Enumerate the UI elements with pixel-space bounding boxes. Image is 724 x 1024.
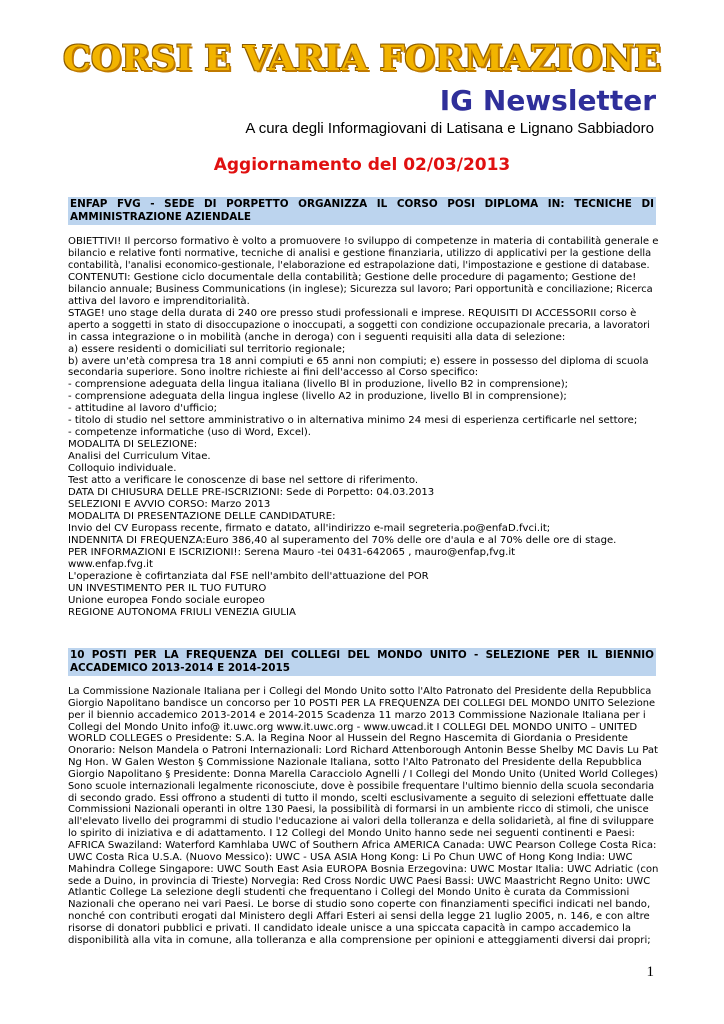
text-line: UN INVESTIMENTO PER IL TUO FUTURO bbox=[68, 582, 267, 594]
text-line: INDENNITÀ DI FREQUENZA:Euro 386,40 al superamento del 70% delle ore d'aula e al 70% delle ore di stage. bbox=[68, 534, 617, 546]
text-line: UWC Costa Rica U.S.A. (Nuovo Messico): UWC - USA ASIA Hong Kong: Li Po Chun UWC of Hong Kong India: UWC bbox=[68, 851, 633, 863]
text-line: La Commissione Nazionale Italiana per i Collegi del Mondo Unito sotto l'Alto Patronato del Presidente della Repubblica bbox=[68, 686, 652, 697]
banner-title: CORSI E VARIA FORMAZIONE bbox=[63, 38, 661, 79]
update-date: Aggiornamento del 02/03/2013 bbox=[213, 155, 511, 175]
text-line: Unione europea Fondo sociale europeo bbox=[68, 594, 265, 606]
text-line: - competenze informatiche (uso di Word, Excel). bbox=[68, 427, 311, 439]
text-line: Atlantic College La selezione degli studenti che frequentano i Collegi del Mondo Unito è curata da Commissioni bbox=[68, 887, 630, 899]
text-line: Invio del CV Europass recente, firmato e datato, all'indirizzo e-mail segreteria.po@enfaD.fvci.it; bbox=[68, 522, 551, 534]
text-line: L'operazione è cofirtanziata dal FSE nell'ambito dell'attuazione del POR bbox=[68, 570, 429, 582]
text-line: all'elevato livello dei programmi di studio l'educazione ai valori della tolleranza e della solidarietà, al fine di sviluppare bbox=[68, 816, 654, 828]
text-line: www.enfap.fvg.it bbox=[68, 558, 153, 570]
text-line: Sono scuole internazionali legalmente riconosciute, dove è possibile frequentare l'ultimo biennio della scuola secondaria bbox=[68, 780, 655, 792]
text-line: secondaria superiore. Sono inoltre richieste ai fini dell'accesso al Corso specifico: bbox=[68, 367, 479, 379]
text-line: CONTENUTI: Gestione ciclo documentale della contabilità; Gestione delle procedure di pagamento; Gestione de! bbox=[68, 271, 637, 283]
text-line: risorse di donatori pubblici e privati. Il candidato ideale unisce a una spiccata capacità in campo accademico la bbox=[68, 922, 632, 934]
text-line: attiva del lavoro e imprenditorialità. bbox=[68, 295, 250, 307]
text-line: per il biennio accademico 2013-2014 e 2014-2015 Scadenza 11 marzo 2013 Commissione Nazionale Italiana per i bbox=[68, 709, 646, 721]
text-line: bilancio annuale; Business Communications (in inglese); Sicurezza sul lavoro; Pari opportunità e conciliazione; Ricerca bbox=[68, 283, 653, 295]
section-2-body bbox=[68, 686, 658, 947]
text-line: AFRICA Swaziland: Waterford Kamhlaba UWC of Southern Africa AMERICA Canada: UWC Pearson College Costa Rica: bbox=[68, 839, 657, 851]
text-line: SELEZIONI E AVVIO CORSO: Marzo 2013 bbox=[68, 498, 271, 510]
text-line: in cassa integrazione o in mobilità (anche in deroga) con i seguenti requisiti alla data di selezione: bbox=[68, 331, 566, 343]
text-line: PER INFORMAZIONI E ISCRIZIONI!: Serena Mauro -tei 0431-642065 , mauro@enfap,fvg.it bbox=[68, 546, 516, 558]
text-line: Analisi del Curriculum Vitae. bbox=[68, 451, 211, 463]
text-line: OBIETTIVI! Il percorso formativo è volto a promuovere !o sviluppo di competenze in materia di contabilità generale e bbox=[68, 236, 658, 247]
text-line: Ng Hon. W Galen Weston § Commissione Nazionale Italiana, sotto l'Alto Patronato del Presidente della Repubblica bbox=[68, 757, 642, 769]
text-line: Collegi del Mondo Unito info@ it.uwc.org www.it.uwc.org - www.uwcad.it I COLLEGI DEL MONDO UNITO – UNITED bbox=[68, 721, 638, 733]
text-line: lo spirito di iniziativa e di adattamento. I 12 Collegi del Mondo Unito hanno sede nei seguenti continenti e Paesi: bbox=[68, 828, 635, 840]
text-line: - titolo di studio nel settore amministrativo o in alternativa minimo 24 mesi di esperienza certificarle nel settore; bbox=[68, 415, 638, 427]
text-line: DATA DI CHIUSURA DELLE PRE-ISCRIZIONI: Sede di Porpetto: 04.03.2013 bbox=[68, 487, 435, 499]
text-line: a) essere residenti o domiciliati sul territorio regionale; bbox=[68, 343, 346, 355]
text-line: sede a Duino, in provincia di Trieste) Norvegia: Red Cross Nordic UWC Paesi Bassi: UWC Maastricht Regno Unito: UWC bbox=[68, 875, 651, 887]
text-line: - attitudine al lavoro d'ufficio; bbox=[68, 403, 218, 415]
text-line: Onorario: Nelson Mandela o Patroni Internazionali: Lord Richard Attenborough Antonin Besse Shelby MC Davis Lu Pat bbox=[68, 745, 658, 757]
text-line: bilancio e relative fonti normative, tecniche di analisi e gestione finanziaria, utilizzo di applicativi per la gestione della bbox=[68, 247, 652, 259]
newsletter-title: IG Newsletter bbox=[439, 84, 656, 117]
text-line: Mahindra College Singapore: UWC South East Asia EUROPA Bosnia Erzegovina: UWC Mostar Italia: UWC Adriatic (con bbox=[68, 863, 658, 875]
text-line: MODALITÀ DI SELEZIONE: bbox=[68, 439, 198, 451]
section-1-body bbox=[68, 236, 658, 619]
text-line: STAGE! uno stage della durata di 240 ore presso studi professionali e imprese. REQUISITI DI ACCESSORII corso è bbox=[68, 307, 637, 319]
text-line: REGIONE AUTONOMA FRIULI VENEZIA GIULIA bbox=[68, 606, 296, 618]
text-line: contabilità, l'analisi economico-gestionale, l'elaborazione ed estrapolazione dati, l'impostazione e gestione di database. bbox=[68, 259, 650, 271]
text-line: Commissioni Nazionali operanti in oltre 130 Paesi, la possibilità di formarsi in un ambiente ricco di stimoli, che unisce bbox=[68, 804, 649, 816]
text-line: di secondo grado. Essi offrono a studenti di tutto il mondo, scelti esclusivamente a seguito di selezioni effettuate dalle bbox=[68, 792, 654, 804]
text-line: Giorgio Napolitano bandisce un concorso per 10 POSTI PER LA FREQUENZA DEI COLLEGI DEL MONDO UNITO Selezione bbox=[68, 697, 656, 709]
text-line: Colloquio individuale. bbox=[68, 463, 177, 475]
text-line: b) avere un'età compresa tra 18 anni compiuti e 65 anni non compiuti; e) essere in possesso del diploma di scuola bbox=[68, 355, 649, 367]
text-line: aperto a soggetti in stato di disoccupazione o inoccupati, a soggetti con condizione occupazionale precaria, a lavoratori bbox=[68, 319, 650, 331]
text-line: - comprensione adeguata della lingua inglese (livello A2 in produzione, livello Bl in comprensione); bbox=[68, 391, 567, 403]
text-line: Nazionali che operano nei vari Paesi. Le borse di studio sono coperte con finanziamenti specifici indicati nel bando, bbox=[68, 899, 651, 911]
text-line: WORLD COLLEGES o Presidente: S.A. la Regina Noor al Hussein del Regno Hascemita di Giordania o Presidente bbox=[68, 733, 629, 745]
page-number: 1 bbox=[646, 964, 654, 980]
subtitle: A cura degli Informagiovani di Latisana e Lignano Sabbiadoro bbox=[245, 120, 654, 137]
text-line: Test atto a verificare le conoscenze di base nel settore di riferimento. bbox=[68, 475, 419, 487]
text-line: Giorgio Napolitano § Presidente: Donna Marella Caracciolo Agnelli / I Collegi del Mondo Unito (United World Colleges) bbox=[68, 768, 658, 780]
text-line: nonché con contributi erogati dal Ministero degli Affari Esteri ai sensi della legge 21 luglio 2005, n. 146, e con altre bbox=[68, 911, 650, 923]
section-1-title: ENFAP FVG - SEDE DI PORPETTO ORGANIZZA IL CORSO POSI DIPLOMA IN: TECNICHE DI AMMINISTRAZIONE AZIENDALE bbox=[70, 198, 654, 223]
text-line: MODALITÀ DI PRESENTAZIONE DELLE CANDIDATURE: bbox=[68, 510, 336, 522]
text-line: disponibilità alla vita in comune, alla tolleranza e alla comprensione per opinioni e atteggiamenti diversi dai propri; bbox=[68, 934, 651, 946]
section-2-title: 10 POSTI PER LA FREQUENZA DEI COLLEGI DEL MONDO UNITO - SELEZIONE PER IL BIENNIO ACCADEMICO 2013-2014 E 2014-2015 bbox=[70, 649, 654, 674]
text-line: - comprensione adeguata della lingua italiana (livello Bl in produzione, livello B2 in comprensione); bbox=[68, 379, 569, 391]
